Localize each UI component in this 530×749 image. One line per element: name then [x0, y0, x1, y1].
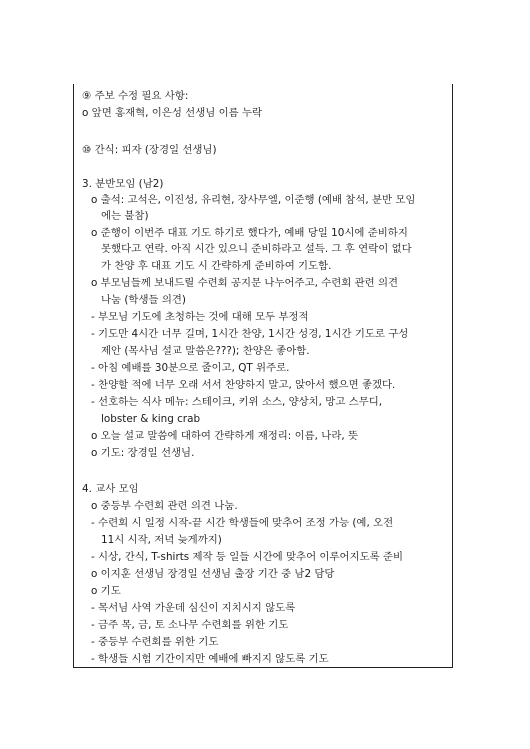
list-subitem: - 부모님 기도에 초청하는 것에 대해 모두 부정적: [91, 311, 309, 323]
list-subitem: - 시상, 간식, T-shirts 제작 등 일들 시간에 맞추어 이루어지도록 준비: [91, 551, 404, 563]
section10-heading: ⑩ 간식: 피자 (장경일 선생님): [82, 144, 217, 156]
list-subitem: - 찬양할 적에 너무 오래 서서 찬양하지 말고, 앉아서 했으면 좋겠다.: [91, 379, 396, 391]
list-subitem: - 수련회 시 일정 시작-끝 시간 학생들에 맞추어 조정 가능 (예, 오전: [91, 517, 394, 529]
list-item-continuation: 나눔 (학생들 의견): [101, 294, 186, 306]
list-item-continuation: 에는 불참): [101, 210, 149, 222]
list-item: o 이지훈 선생님 장경일 선생님 출장 기간 중 남2 담당: [91, 568, 335, 580]
list-subitem: - 기도만 4시간 너무 길며, 1시간 찬양, 1시간 성경, 1시간 기도로 구성: [91, 328, 409, 340]
section9-heading: ⑨ 주보 수정 필요 사항:: [82, 90, 189, 102]
list-subitem: - 중등부 수련회를 위한 기도: [91, 636, 219, 648]
list-item: o 기도: [91, 585, 121, 597]
list-subitem: - 금주 목, 금, 토 소나무 수련회를 위한 기도: [91, 619, 289, 631]
list-item-continuation: 가 찬양 후 대표 기도 시 간략하게 준비하여 기도함.: [101, 260, 332, 272]
notes-table-cell: [73, 84, 453, 668]
list-item: o 기도: 장경일 선생님.: [91, 447, 195, 459]
section3-heading: 3. 분반모임 (남2): [82, 178, 164, 190]
list-subitem: - 학생들 시험 기간이지만 예배에 빠지지 않도록 기도: [91, 653, 329, 665]
list-subitem: - 목서님 사역 가운데 심신이 지치시지 않도록: [91, 602, 296, 614]
list-subitem: - 선호하는 식사 메뉴: 스테이크, 키위 소스, 양상치, 망고 스무디,: [91, 396, 383, 408]
list-item: o 준행이 이번주 대표 기도 하기로 했다가, 예배 당일 10시에 준비하지: [91, 227, 408, 239]
list-item-continuation: 제안 (목사님 설교 말씀은???); 찬양은 좋아함.: [101, 345, 310, 357]
list-item: o 부모님들께 보내드릴 수련회 공지문 나누어주고, 수련회 관련 의견: [91, 277, 399, 289]
list-item: o 출석: 고석은, 이진성, 유리현, 장사무엘, 이준행 (예배 참석, 분반 모임: [91, 194, 416, 206]
list-item: o 중등부 수련회 관련 의견 나눔.: [91, 500, 238, 512]
list-item: o 오늘 설교 말씀에 대하여 간략하게 재정리: 이름, 나라, 뜻: [91, 430, 359, 442]
list-item-continuation: lobster & king crab: [101, 413, 201, 425]
list-item-continuation: 못했다고 연락. 아직 시간 있으니 준비하라고 설득. 그 후 연락이 없다: [101, 243, 412, 255]
section4-heading: 4. 교사 모임: [82, 483, 139, 495]
list-item-continuation: 11시 시작, 저녁 늦게까지): [101, 534, 222, 546]
list-subitem: - 아침 예배를 30분으로 줄이고, QT 위주로.: [91, 362, 290, 374]
section9-item: o 앞면 홍재혁, 이은성 선생님 이름 누락: [82, 107, 263, 119]
